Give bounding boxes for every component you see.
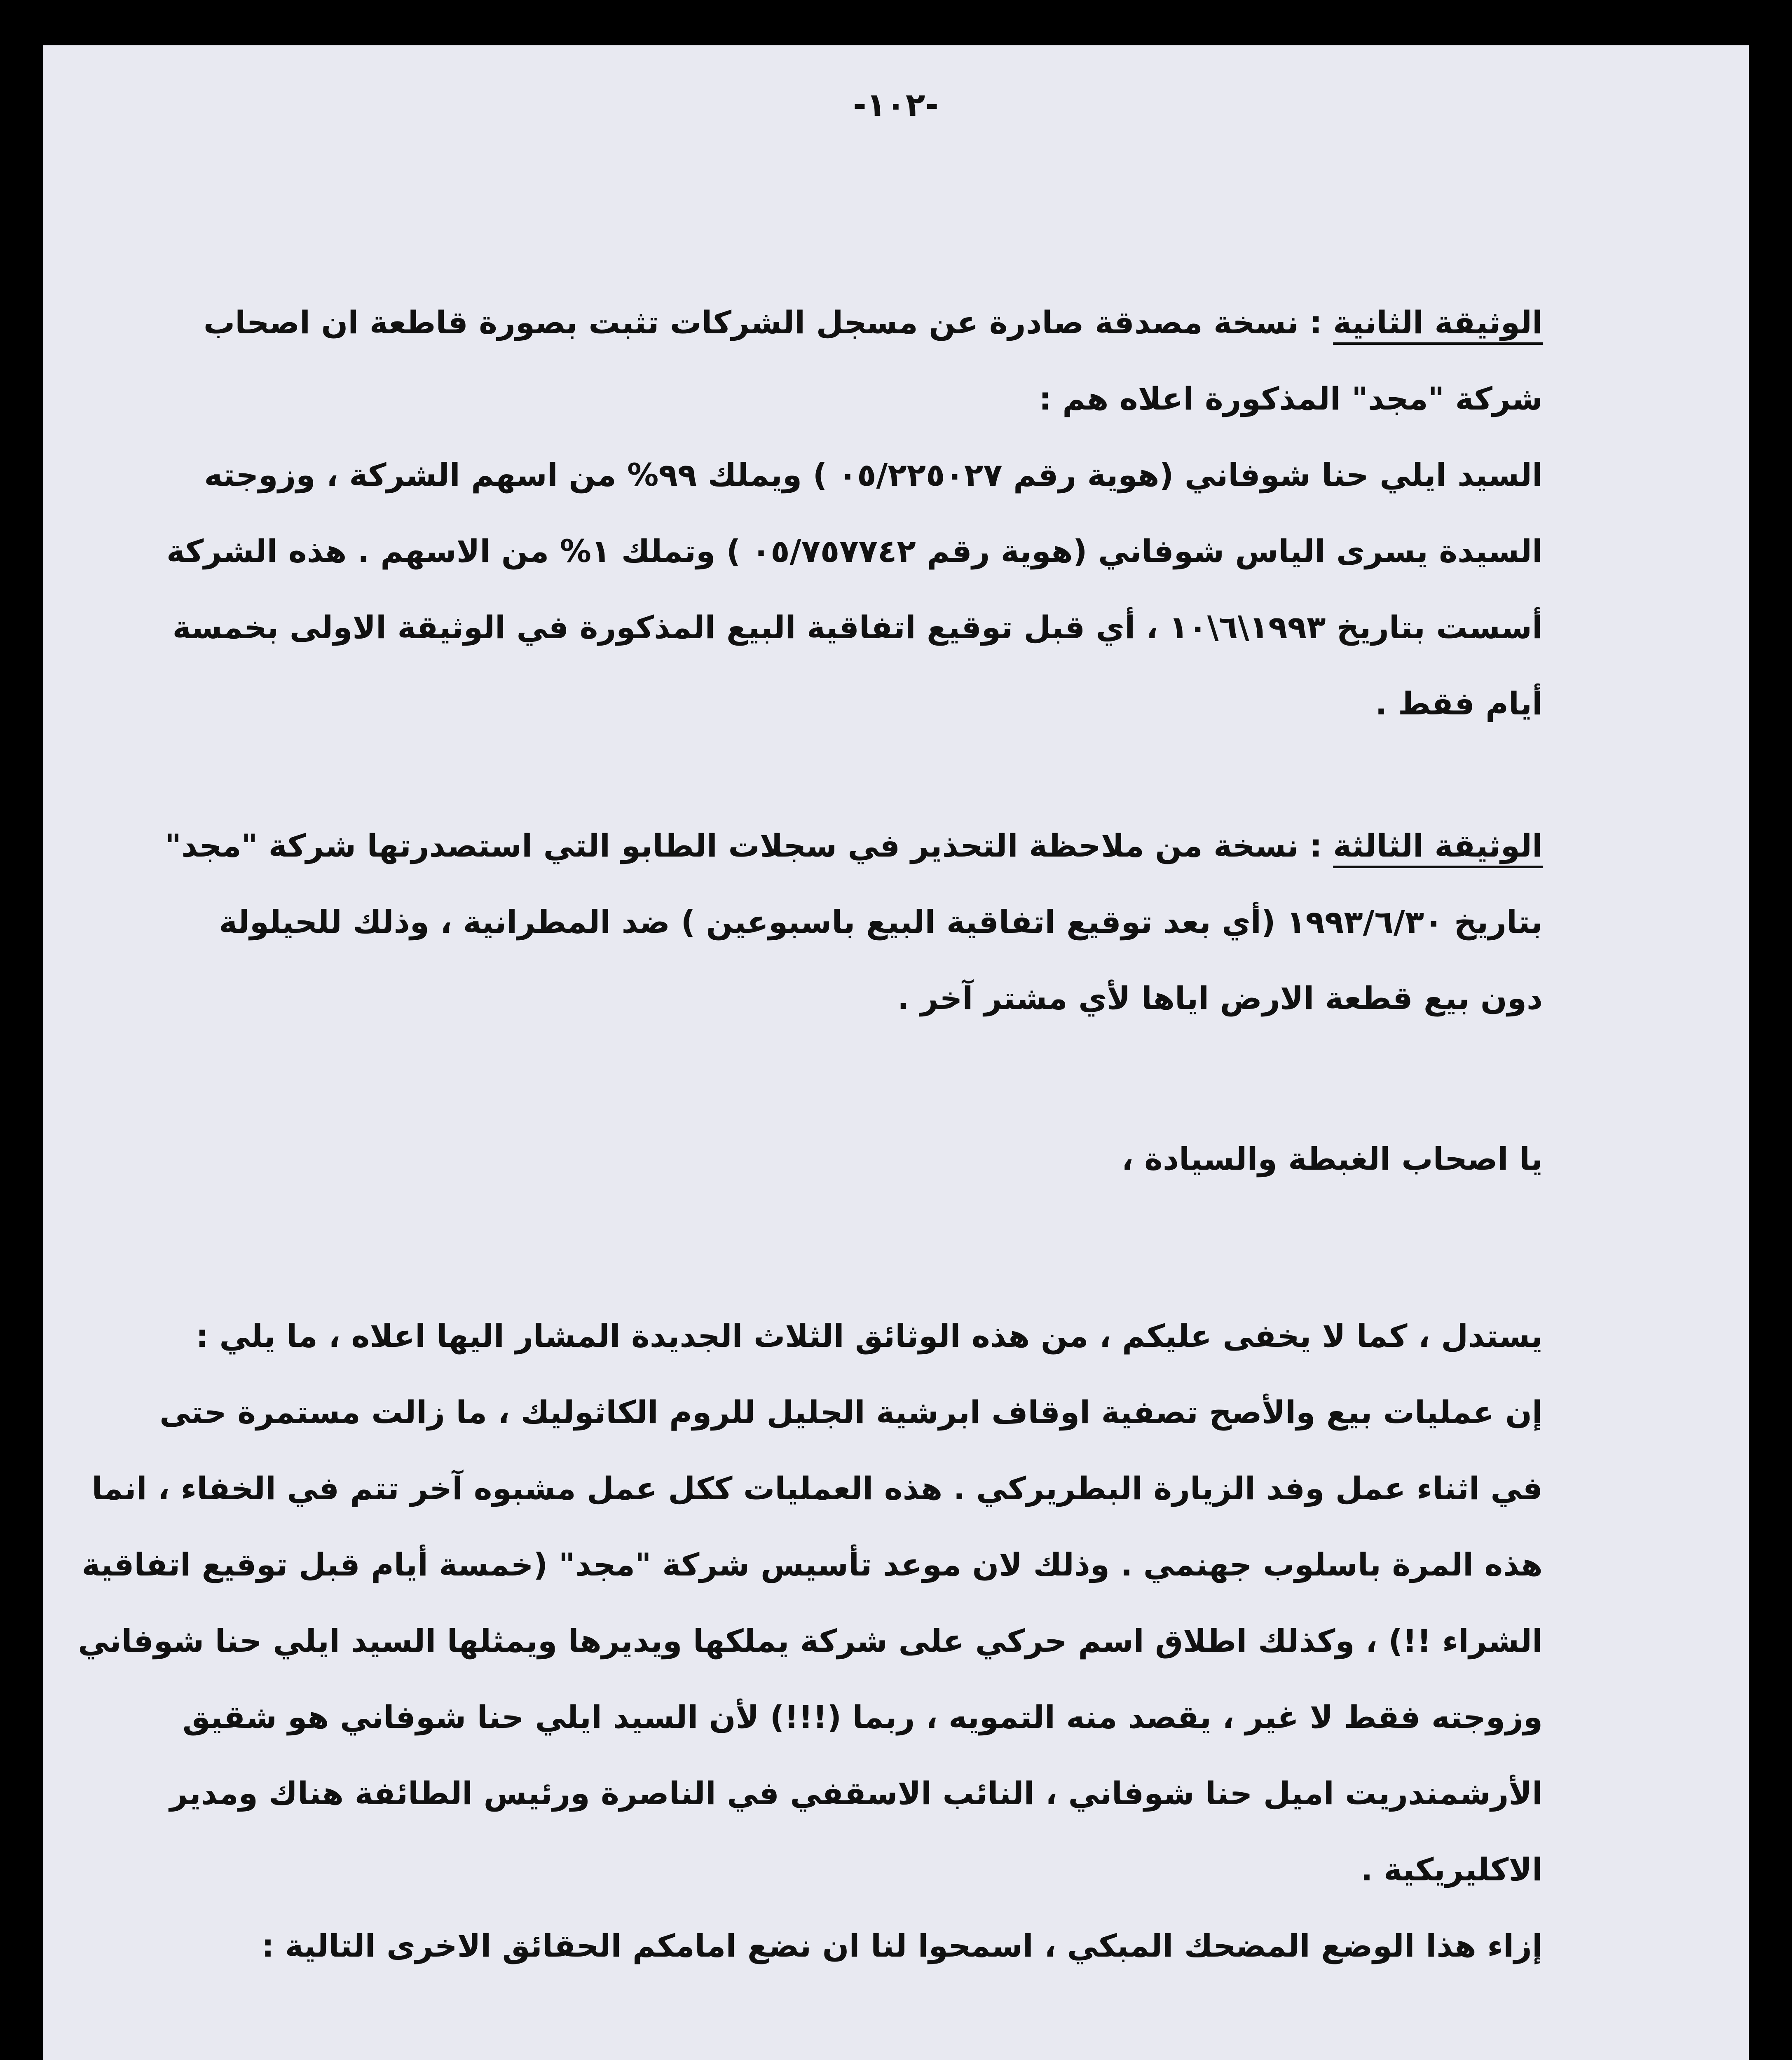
paragraph-line: السيد ايلي حنا شوفاني (هوية رقم ٠٥/٢٢٥٠٢٧ ) ويملك ٩٩% من اسهم الشركة ، وزوجته	[204, 456, 1543, 493]
paragraph-line: إن عمليات بيع والأصح تصفية اوقاف ابرشية الجليل للروم الكاثوليك ، ما زالت مستمرة حتى	[159, 1394, 1543, 1430]
document-page	[43, 45, 1749, 2060]
paragraph-line: أيام فقط .	[1375, 685, 1543, 722]
paragraph-line: الوثيقة الثانية : نسخة مصدقة صادرة عن مسجل الشركات تثبت بصورة قاطعة ان اصحاب	[203, 304, 1543, 341]
paragraph-document-two	[166, 284, 1543, 742]
paragraph-line	[208, 2044, 1518, 2060]
paragraph-line: الشراء !!) ، وكذلك اطلاق اسم حركي على شركة يملكها ويديرها ويمثلها السيد ايلي حنا شوفاني	[78, 1622, 1543, 1659]
paragraph-line: يستدل ، كما لا يخفى عليكم ، من هذه الوثائق الثلاث الجديدة المشار اليها اعلاه ، ما يلي :	[196, 1318, 1543, 1354]
paragraph-line: دون بيع قطعة الارض اياها لأي مشتر آخر .	[897, 980, 1543, 1016]
paragraph-line: السيدة يسرى الياس شوفاني (هوية رقم ٠٥/٧٥٧٧٤٢ ) وتملك ١% من الاسهم . هذه الشركة	[166, 533, 1543, 569]
paragraph-document-three	[165, 808, 1543, 1036]
salutation: يا اصحاب الغبطة والسيادة ،	[1121, 1140, 1543, 1177]
paragraph-line: الاكليريكية .	[1361, 1851, 1543, 1888]
paragraph-body-two	[208, 2044, 1518, 2060]
paragraph-line: في اثناء عمل وفد الزيارة البطريركي . هذه العمليات ككل عمل مشبوه آخر تتم في الخفاء ، انما	[91, 1470, 1543, 1507]
paragraph-line: بتاريخ ١٩٩٣/٦/٣٠ (أي بعد توقيع اتفاقية البيع باسبوعين ) ضد المطرانية ، وذلك للحيلولة	[219, 904, 1543, 940]
heading-document-two: الوثيقة الثانية	[1333, 304, 1543, 341]
paragraph-line: وزوجته فقط لا غير ، يقصد منه التمويه ، ربما (!!!) لأن السيد ايلي حنا شوفاني هو شقيق	[182, 1699, 1543, 1735]
paragraph-line: هذه المرة باسلوب جهنمي . وذلك لان موعد تأسيس شركة "مجد" (خمسة أيام قبل توقيع اتفاقية	[82, 1546, 1543, 1583]
paragraph-line: الأرشمندريت اميل حنا شوفاني ، النائب الاسقفي في الناصرة ورئيس الطائفة هناك ومدير	[169, 1775, 1543, 1812]
paragraph-line: شركة "مجد" المذكورة اعلاه هم :	[1039, 380, 1543, 417]
paragraph-body-one	[78, 1298, 1543, 1984]
paragraph-line: الوثيقة الثالثة : نسخة من ملاحظة التحذير في سجلات الطابو التي استصدرتها شركة "مجد"	[165, 827, 1543, 864]
page-number: -١٠٢-	[853, 87, 939, 124]
heading-document-three: الوثيقة الثالثة	[1333, 827, 1543, 864]
paragraph-line: أسست بتاريخ ١٩٩٣\٦\١٠ ، أي قبل توقيع اتفاقية البيع المذكورة في الوثيقة الاولى بخمسة	[172, 609, 1543, 646]
paragraph-line: إزاء هذا الوضع المضحك المبكي ، اسمحوا لنا ان نضع امامكم الحقائق الاخرى التالية :	[261, 1927, 1543, 1964]
